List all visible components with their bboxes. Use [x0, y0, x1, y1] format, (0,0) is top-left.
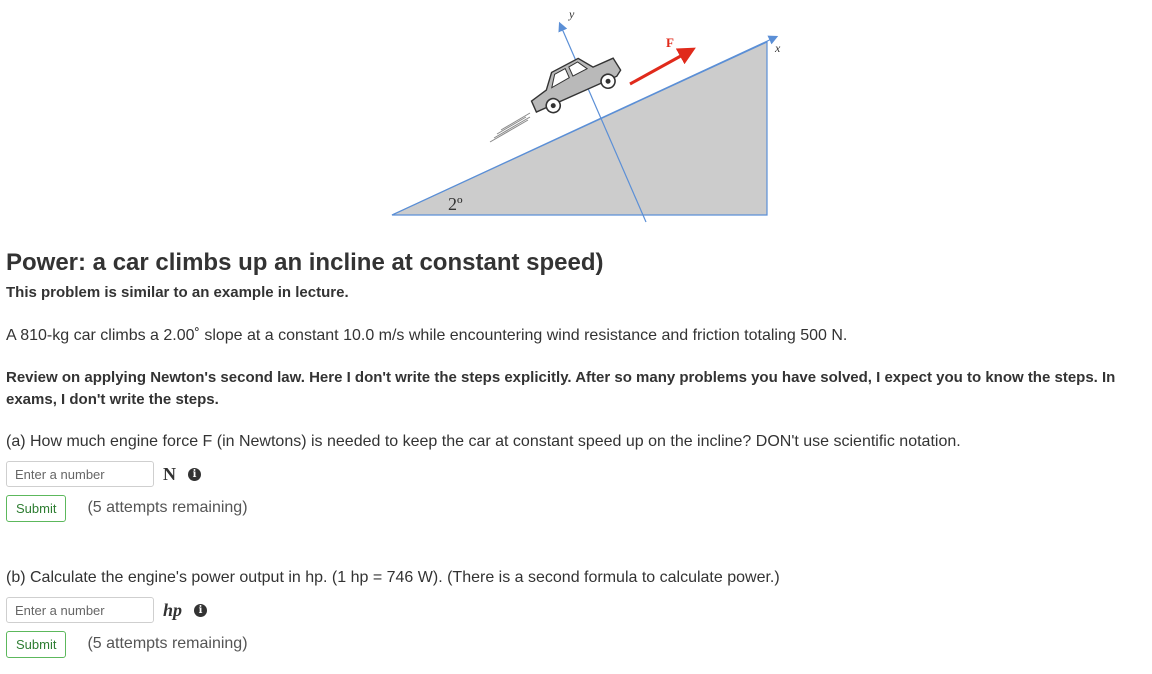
problem-content — [6, 246, 1146, 659]
motion-lines — [490, 113, 530, 142]
problem-subtitle: This problem is similar to an example in lecture. — [6, 284, 349, 301]
part-a-question: (a) How much engine force F (in Newtons) is needed to keep the car at constant speed up on the incline? DON't use scientific notation. — [6, 433, 961, 450]
part-b-unit: hp — [163, 599, 183, 620]
review-note: Review on applying Newton's second law. Here I don't write the steps explicitly. After so many problems you have solved, I expect you to know the steps. In exams, I don't write the steps. — [6, 369, 1116, 408]
force-label: F — [666, 35, 674, 50]
angle-label: 2º — [448, 194, 463, 214]
part-b-answer-input[interactable] — [6, 597, 154, 623]
part-b-submit-row — [6, 629, 1146, 659]
part-b-question: (b) Calculate the engine's power output in hp. (1 hp = 746 W). (There is a second formula to calculate power.) — [6, 569, 780, 586]
problem-statement: A 810-kg car climbs a 2.00˚ slope at a constant 10.0 m/s while encountering wind resistance and friction totaling 500 N. — [6, 327, 848, 344]
part-a-answer-input[interactable] — [6, 461, 154, 487]
info-icon[interactable]: i — [188, 468, 201, 481]
part-a-submit-button[interactable]: Submit — [6, 495, 66, 522]
part-b-attempts: (5 attempts remaining) — [87, 635, 248, 652]
part-b-answer-row — [6, 595, 1146, 625]
incline-figure — [380, 0, 800, 232]
y-axis-label: y — [569, 7, 575, 21]
part-a-answer-row — [6, 459, 1146, 489]
info-icon[interactable]: i — [194, 604, 207, 617]
part-a — [6, 431, 1146, 523]
part-b — [6, 567, 1146, 659]
force-arrow — [630, 52, 688, 84]
x-axis-label: x — [775, 41, 781, 55]
part-a-submit-row — [6, 493, 1146, 523]
part-b-submit-button[interactable]: Submit — [6, 631, 66, 658]
part-a-unit: N — [163, 463, 176, 484]
problem-title: Power: a car climbs up an incline at constant speed) — [6, 249, 604, 276]
part-a-attempts: (5 attempts remaining) — [87, 499, 248, 516]
incline-diagram — [380, 0, 800, 232]
